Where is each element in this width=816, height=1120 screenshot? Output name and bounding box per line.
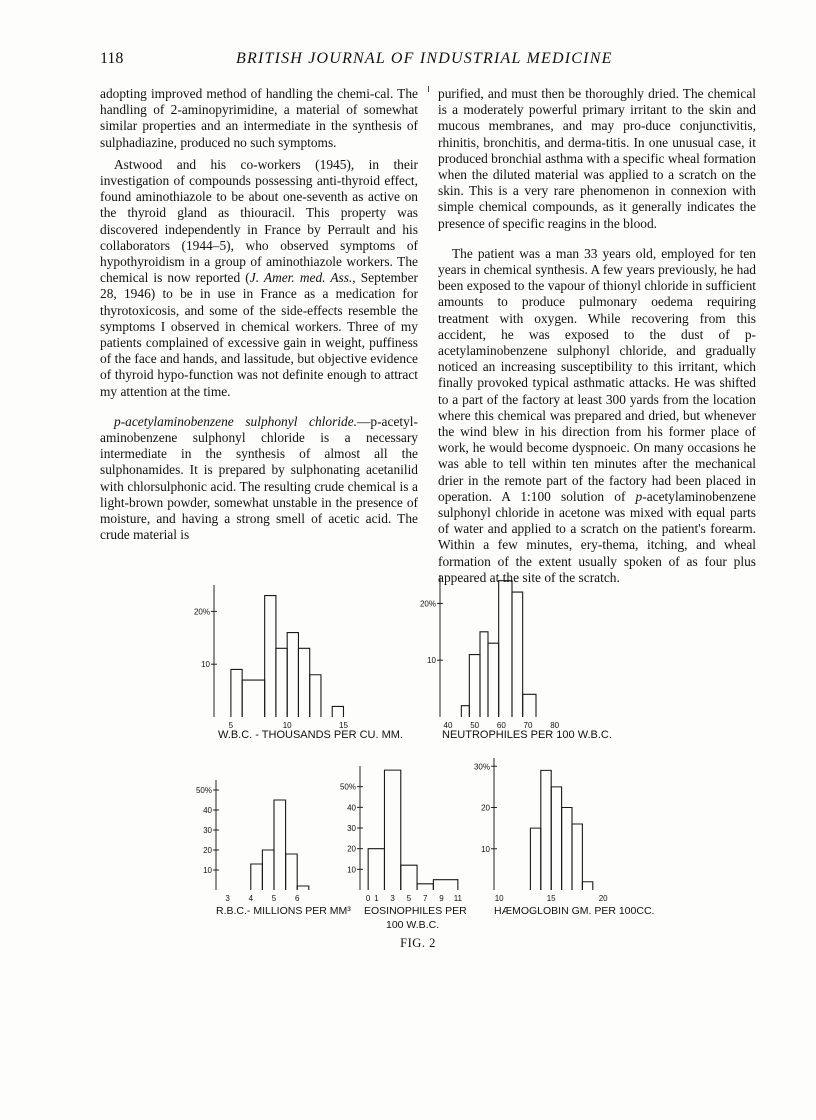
y-tick-label: 30 xyxy=(347,824,356,833)
y-tick-label: 50% xyxy=(195,786,212,795)
x-tick-label: 10 xyxy=(282,721,292,730)
histogram-eosinophiles xyxy=(340,766,463,903)
y-tick-label: 10 xyxy=(203,866,212,875)
paragraph: purified, and must then be thoroughly dried. The chemical is a moderately powerful primary irritant to the skin and mucous membranes, and may pro-duce conjunctivitis, rhinitis, bronchitis, and derma-titis. In one unusual case, it produced bronchial asthma with a specific wheal formation when the diluted material was applied to a scratch on the skin. This is a very rare phenomenon in connexion with simple chemical compounds, as it generally indicates the presence of specific reagins in the blood. xyxy=(438,86,756,231)
histogram-bar xyxy=(262,850,274,890)
y-tick-label: 10 xyxy=(427,656,436,666)
y-tick-label: 20 xyxy=(347,844,356,854)
x-tick-label: 15 xyxy=(546,894,556,903)
y-tick-label: 20 xyxy=(203,846,212,855)
y-tick-label: 10 xyxy=(481,844,490,854)
x-tick-label: 80 xyxy=(550,721,560,730)
citation: J. Amer. med. Ass. xyxy=(249,270,353,286)
histogram-bar xyxy=(276,648,287,717)
x-tick-label: 0 xyxy=(365,894,371,903)
histogram-haemoglobin xyxy=(474,758,608,903)
chart-title-neutrophiles: NEUTROPHILES PER 100 W.B.C. xyxy=(442,729,612,741)
x-tick-label: 70 xyxy=(523,721,533,730)
x-tick-label: 5 xyxy=(271,894,277,903)
x-tick-label: 3 xyxy=(390,894,395,903)
histogram-bar xyxy=(433,880,457,890)
histogram-bar xyxy=(480,632,488,717)
x-tick-label: 4 xyxy=(248,894,254,903)
histogram-bar xyxy=(310,675,321,717)
paragraph: adopting improved method of handling the chemi-cal. The handling of 2-aminopyrimidine, a material of somewhat similar properties and an intermediate in the synthesis of sulphadiazine, produced no such symptoms. xyxy=(100,86,418,150)
histogram-bar xyxy=(582,882,592,890)
histogram-bar xyxy=(562,808,572,891)
histogram-bar xyxy=(512,592,523,717)
histogram-bar xyxy=(384,770,400,890)
text-run: —p-acetyl-aminobenzene sulphonyl chloride is a necessary intermediate in the synthesis of almost all the sulphonamides. It is prepared by sulphonating acetanilid with chlorsulphonic acid. The resulting crude chemical is a light-brown powder, somewhat unstable in the presence of moisture, and having a strong smell of acetic acid. The crude material is xyxy=(100,413,418,543)
histogram-bar xyxy=(541,770,551,890)
x-tick-label: 5 xyxy=(228,721,234,730)
chart-title-rbc: R.B.C.- MILLIONS PER MM³ xyxy=(216,905,351,917)
chart-title-haemoglobin: HÆMOGLOBIN GM. PER 100CC. xyxy=(494,905,655,917)
histogram-bar xyxy=(231,669,242,717)
histogram-bar xyxy=(401,865,417,890)
y-tick-label: 40 xyxy=(203,806,212,815)
histogram-bar xyxy=(298,648,309,717)
x-tick-label: 11 xyxy=(453,894,463,903)
text-run: , September 28, 1946) to be in use in France as a medication for thyrotoxicosis, and some of the side-effects resemble the symptoms I observed in chemical workers. Three of my patients complained of excessive gain in weight, puffiness of the face and hands, and lassitude, but objective evidence of thyroid hypo-function was not definite enough to attract my attention at the time. xyxy=(100,270,418,399)
section-heading: p-acetylaminobenzene sulphonyl chloride. xyxy=(114,413,358,429)
y-tick-label: 10 xyxy=(201,660,210,670)
y-tick-label: 20% xyxy=(419,599,436,609)
histogram-rbc xyxy=(196,780,309,903)
x-tick-label: 5 xyxy=(406,894,412,903)
chart-title-wbc: W.B.C. - THOUSANDS PER CU. MM. xyxy=(218,729,403,741)
x-tick-label: 1 xyxy=(374,894,379,903)
y-tick-label: 50% xyxy=(339,782,356,792)
chart-title-eosinophiles: EOSINOPHILES PER xyxy=(364,905,467,917)
text-run: The patient was a man 33 years old, employed for ten years in chemical synthesis. A few years previously, he had been exposed to the vapour of thionyl chloride in sufficient amounts to produce pulmonary oedema requiring treatment with oxygen. While recovering from this accident, he was exposed to the dust of p-acetylaminobenzene sulphonyl chloride, and gradually noticed an increasing susceptibility to this irritant, which finally provoked typical asthmatic attacks. He was shifted to a part of the factory at least 300 yards from the location where this chemical was prepared and dried, but whenever the wind blew in his direction from his former place of work, he would become dyspnoeic. On many occasions he was able to tell within ten minutes after the mechanical drier in the remote part of the factory had been placed in operation. A 1:100 solution of xyxy=(438,245,756,504)
y-tick-label: 20 xyxy=(481,803,490,813)
histogram-bar xyxy=(297,886,309,890)
x-tick-label: 20 xyxy=(598,894,608,903)
histogram-bar xyxy=(469,655,480,717)
x-tick-label: 15 xyxy=(339,721,348,730)
text-run: Astwood and his co-workers (1945), in their investigation of compounds possessing anti-thyroid effect, found aminothiazole to be about one-seventh as active on the thyroid gland as thiouracil. This property was discovered independently in France by Perrault and his collaborators (1944–5), who observed symptoms of hypothyroidism in a group of aminothiazole workers. The chemical is now reported ( xyxy=(100,156,418,286)
y-tick-label: 20% xyxy=(193,607,210,617)
x-tick-label: 10 xyxy=(494,894,504,903)
histogram-bar xyxy=(461,706,469,717)
histogram-bar xyxy=(242,680,265,717)
x-tick-label: 7 xyxy=(423,894,428,903)
figure-caption: FIG. 2 xyxy=(400,936,436,950)
histogram-neutrophiles xyxy=(420,575,560,730)
x-tick-label: 3 xyxy=(225,894,230,903)
y-tick-label: 30 xyxy=(203,826,212,835)
histogram-bar xyxy=(332,706,343,717)
y-tick-label: 10 xyxy=(347,865,356,875)
y-tick-label: 40 xyxy=(347,803,356,813)
italic-text: p xyxy=(635,488,643,504)
histogram-bar xyxy=(572,824,582,890)
histogram-bar xyxy=(265,596,276,717)
histogram-bar xyxy=(286,854,298,890)
histogram-bar xyxy=(417,884,433,890)
x-tick-label: 6 xyxy=(294,894,300,903)
histogram-bar xyxy=(551,787,561,890)
text-run: -acetylaminobenzene sulphonyl chloride in acetone was mixed with equal parts of water and applied to a scratch on the patient's forearm. Within a few minutes, ery-thema, itching, and wheal formation of the extent usually spoken of as four plus appeared at the site of the scratch. xyxy=(438,488,756,585)
y-tick-label: 30% xyxy=(473,762,490,772)
histogram-bar xyxy=(274,800,286,890)
histogram-bar xyxy=(368,849,384,890)
x-tick-label: 50 xyxy=(470,721,480,730)
histogram-bar xyxy=(287,633,298,717)
x-tick-label: 60 xyxy=(496,721,506,730)
histogram-bar xyxy=(523,694,536,717)
x-tick-label: 9 xyxy=(439,894,444,903)
histogram-wbc xyxy=(194,585,348,730)
histogram-bar xyxy=(251,864,263,890)
histogram-bar xyxy=(530,828,540,890)
histogram-bar xyxy=(499,581,512,717)
page-number: 118 xyxy=(100,50,124,67)
x-tick-label: 40 xyxy=(443,721,453,730)
histogram-bar xyxy=(488,643,499,717)
journal-title: BRITISH JOURNAL OF INDUSTRIAL MEDICINE xyxy=(236,50,613,67)
chart-title-eosinophiles-line2: 100 W.B.C. xyxy=(386,919,440,931)
